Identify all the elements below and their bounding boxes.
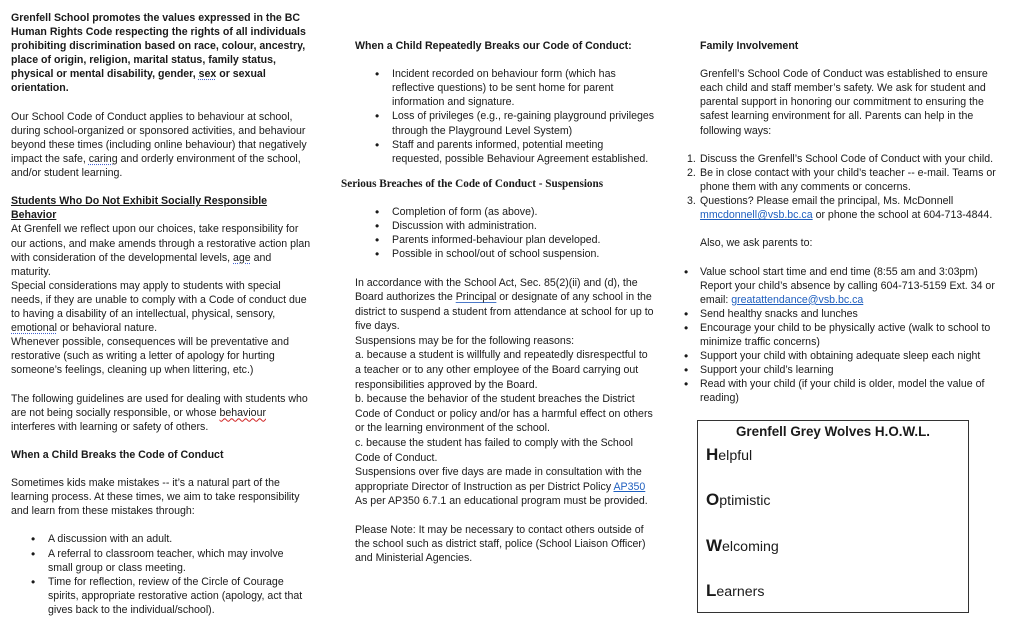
list-number: 3. — [687, 195, 696, 208]
flagged-word-sex[interactable]: sex — [198, 68, 217, 81]
reflect-text-end: and maturity. — [11, 251, 272, 278]
flagged-word-caring[interactable]: caring — [88, 152, 118, 165]
breaks-list — [11, 532, 311, 617]
family-intro-paragraph: Grenfell’s School Code of Conduct was established to ensure each child and staff member’s safety. We ask for student and parental support in honoring our commitment to ensuring the safest learning environment for all. Parents can help in the following ways: — [700, 68, 988, 137]
reason-c: c. because the student has failed to comply with the School Code of Conduct. — [355, 437, 633, 464]
list-item — [687, 152, 1010, 166]
list-item-text: Questions? Please email the principal, Ms. McDonnell — [700, 195, 954, 208]
human-rights-text-end: or sexual orientation. — [11, 68, 266, 95]
reason-a: a. because a student is willfully and repeatedly disrespectful to a teacher or to any other employee of the Board carrying out responsibilities approved by the Board. — [355, 349, 648, 391]
howl-initial: H — [706, 445, 719, 464]
howl-initial: L — [706, 581, 717, 600]
column-middle — [341, 39, 655, 565]
school-act-text: In accordance with the School Act, Sec. 85(2)(ii) and (d), the Board authorizes the — [355, 276, 638, 304]
list-item: • Possible in school/out of school suspension. — [355, 247, 655, 261]
over-five-days-paragraph — [355, 465, 655, 509]
reasons-intro: Suspensions may be for the following reasons: — [355, 334, 575, 347]
list-item: • Time for reflection, review of the Circle of Courage spirits, appropriate restorative action (apology, act that gives back to the individual/school). — [11, 575, 311, 617]
list-item: • Parents informed-behaviour plan developed. — [355, 233, 655, 247]
column-right — [687, 39, 1010, 405]
list-item: • Completion of form (as above). — [355, 205, 655, 219]
list-item — [684, 265, 1010, 307]
list-item — [687, 194, 1010, 222]
list-item: • Loss of privileges (e.g., re-gaining playground privileges through the Playground Level System) — [355, 109, 655, 137]
school-act-text-end: or designate of any school in the district to suspend a student from attendance at school for up to five days. — [355, 291, 654, 333]
list-item — [687, 166, 1010, 194]
flagged-word-emotional[interactable]: emotional — [11, 322, 57, 335]
reflect-text: At Grenfell we reflect upon our choices, take responsibility for our actions, and make amends through a restorative action plan with consideration of the developmental levels, — [11, 223, 311, 264]
ap350-link[interactable]: AP350 — [613, 480, 646, 493]
value-times-text: Value school start time and end time (8:55 am and 3:03pm) Report your child’s absence by calling 604-713-5159 Ext. 34 or email: — [700, 265, 995, 306]
also-ask-text: Also, we ask parents to: — [700, 237, 813, 250]
suspension-section — [355, 276, 655, 510]
repeat-heading: When a Child Repeatedly Breaks our Code of Conduct: — [355, 40, 632, 52]
howl-rest: earners — [716, 584, 765, 600]
flagged-word-age[interactable]: age — [233, 251, 251, 264]
reflect-paragraph — [11, 222, 311, 278]
over-five-text: Suspensions over five days are made in consultation with the appropriate Director of Instruction as per District Policy — [355, 466, 642, 493]
list-item: • Support your child with obtaining adequate sleep each night — [684, 349, 1010, 363]
list-item: • A discussion with an adult. — [11, 532, 311, 546]
repeat-list — [355, 67, 655, 166]
attendance-email-link[interactable]: greatattendance@vsb.bc.ca — [731, 293, 864, 306]
family-heading: Family Involvement — [700, 40, 799, 52]
list-number: 2. — [687, 166, 696, 179]
family-numbered-list — [687, 152, 1010, 222]
serious-list — [355, 205, 655, 261]
list-item: • Send healthy snacks and lunches — [684, 307, 1010, 321]
please-note-paragraph: Please Note: It may be necessary to contact others outside of the school such as district staff, police (School Liaison Officer) and Ministerial Agencies. — [355, 524, 646, 565]
special-considerations-paragraph — [11, 279, 311, 335]
howl-word-welcoming — [706, 536, 779, 555]
howl-rest: ptimistic — [719, 493, 771, 509]
mistakes-paragraph: Sometimes kids make mistakes -- it’s a natural part of the learning process. At these times, we aim to take responsibility and learn from these mistakes through: — [11, 477, 300, 518]
howl-word-learners — [706, 581, 765, 600]
code-applies-text-end: and orderly environment of the school, and/or student learning. — [11, 152, 301, 180]
howl-rest: elpful — [718, 448, 753, 464]
reason-b: b. because the behavior of the student breaches the District Code of Conduct or policy and/or has a harmful effect on others or the learning environment of the school. — [355, 393, 653, 435]
list-item: • A referral to classroom teacher, which may involve small group or class meeting. — [11, 547, 311, 575]
school-act-paragraph — [355, 276, 655, 334]
howl-title: Grenfell Grey Wolves H.O.W.L. — [736, 424, 930, 439]
howl-word-helpful — [706, 445, 753, 464]
breaks-heading: When a Child Breaks the Code of Conduct — [11, 448, 224, 461]
list-item: • Support your child’s learning — [684, 363, 1010, 377]
howl-initial: W — [706, 536, 723, 555]
flagged-word-principal[interactable]: Principal — [455, 291, 497, 304]
list-item: • Read with your child (if your child is older, model the value of reading) — [684, 377, 1010, 405]
guidelines-text: The following guidelines are used for dealing with students who are not being socially responsible, or whose — [11, 392, 308, 419]
list-item: • Encourage your child to be physically active (walk to school to minimize traffic concerns) — [684, 321, 1010, 349]
serious-heading: Serious Breaches of the Code of Conduct - Suspensions — [341, 177, 604, 190]
list-item: • Staff and parents informed, potential meeting requested, possible Behaviour Agreement established. — [355, 138, 655, 166]
guidelines-text-end: interferes with learning or safety of others. — [11, 420, 209, 433]
code-applies-text: Our School Code of Conduct applies to behaviour at school, during school-organized or sponsored activities, and behaviour beyond these times (including online behaviour) that negatively impact the safe, — [11, 110, 307, 165]
ap350-rest-text: As per AP350 6.7.1 an educational program must be provided. — [355, 495, 648, 508]
principal-phone-text: or phone the school at 604-713-4844. — [812, 209, 993, 222]
human-rights-text: Grenfell School promotes the values expressed in the BC Human Rights Code respecting the rights of all individuals prohibiting discrimination based on race, colour, ancestry, place of origin, religion, marital status, family status, physical or mental disability, gender, — [11, 12, 306, 81]
whenever-paragraph: Whenever possible, consequences will be preventative and restorative (such as writing a letter of apology for hurting someone’s feelings, cleaning up when littering, etc.) — [11, 336, 289, 377]
list-item: • Incident recorded on behaviour form (which has reflective questions) to be sent home for parent information and signature. — [355, 67, 655, 109]
principal-email-link[interactable]: mmcdonnell@vsb.bc.ca — [700, 209, 813, 222]
column-left — [11, 11, 311, 617]
list-number: 1. — [687, 152, 696, 165]
list-item-text: Be in close contact with your child’s teacher -- e-mail. Teams or phone them with any comments or concerns. — [700, 166, 996, 193]
howl-box — [697, 420, 969, 613]
special-text-end: or behavioral nature. — [56, 322, 158, 335]
howl-rest: elcoming — [722, 539, 779, 555]
special-text: Special considerations may apply to students with special needs, if they are unable to comply with a Code of conduct due to having a disability of an intellectual, physical, sensory, — [11, 279, 307, 320]
howl-initial: O — [706, 490, 720, 509]
students-heading: Students Who Do Not Exhibit Socially Responsible Behavior — [11, 195, 268, 222]
list-item: • Discussion with administration. — [355, 219, 655, 233]
guidelines-paragraph — [11, 392, 311, 434]
human-rights-statement — [11, 11, 311, 96]
parent-list — [700, 265, 1010, 406]
list-item-text: Discuss the Grenfell’s School Code of Conduct with your child. — [700, 152, 994, 165]
code-applies-paragraph — [11, 110, 311, 180]
flagged-word-behaviour[interactable]: behaviour — [219, 406, 266, 419]
howl-word-optimistic — [706, 490, 771, 509]
